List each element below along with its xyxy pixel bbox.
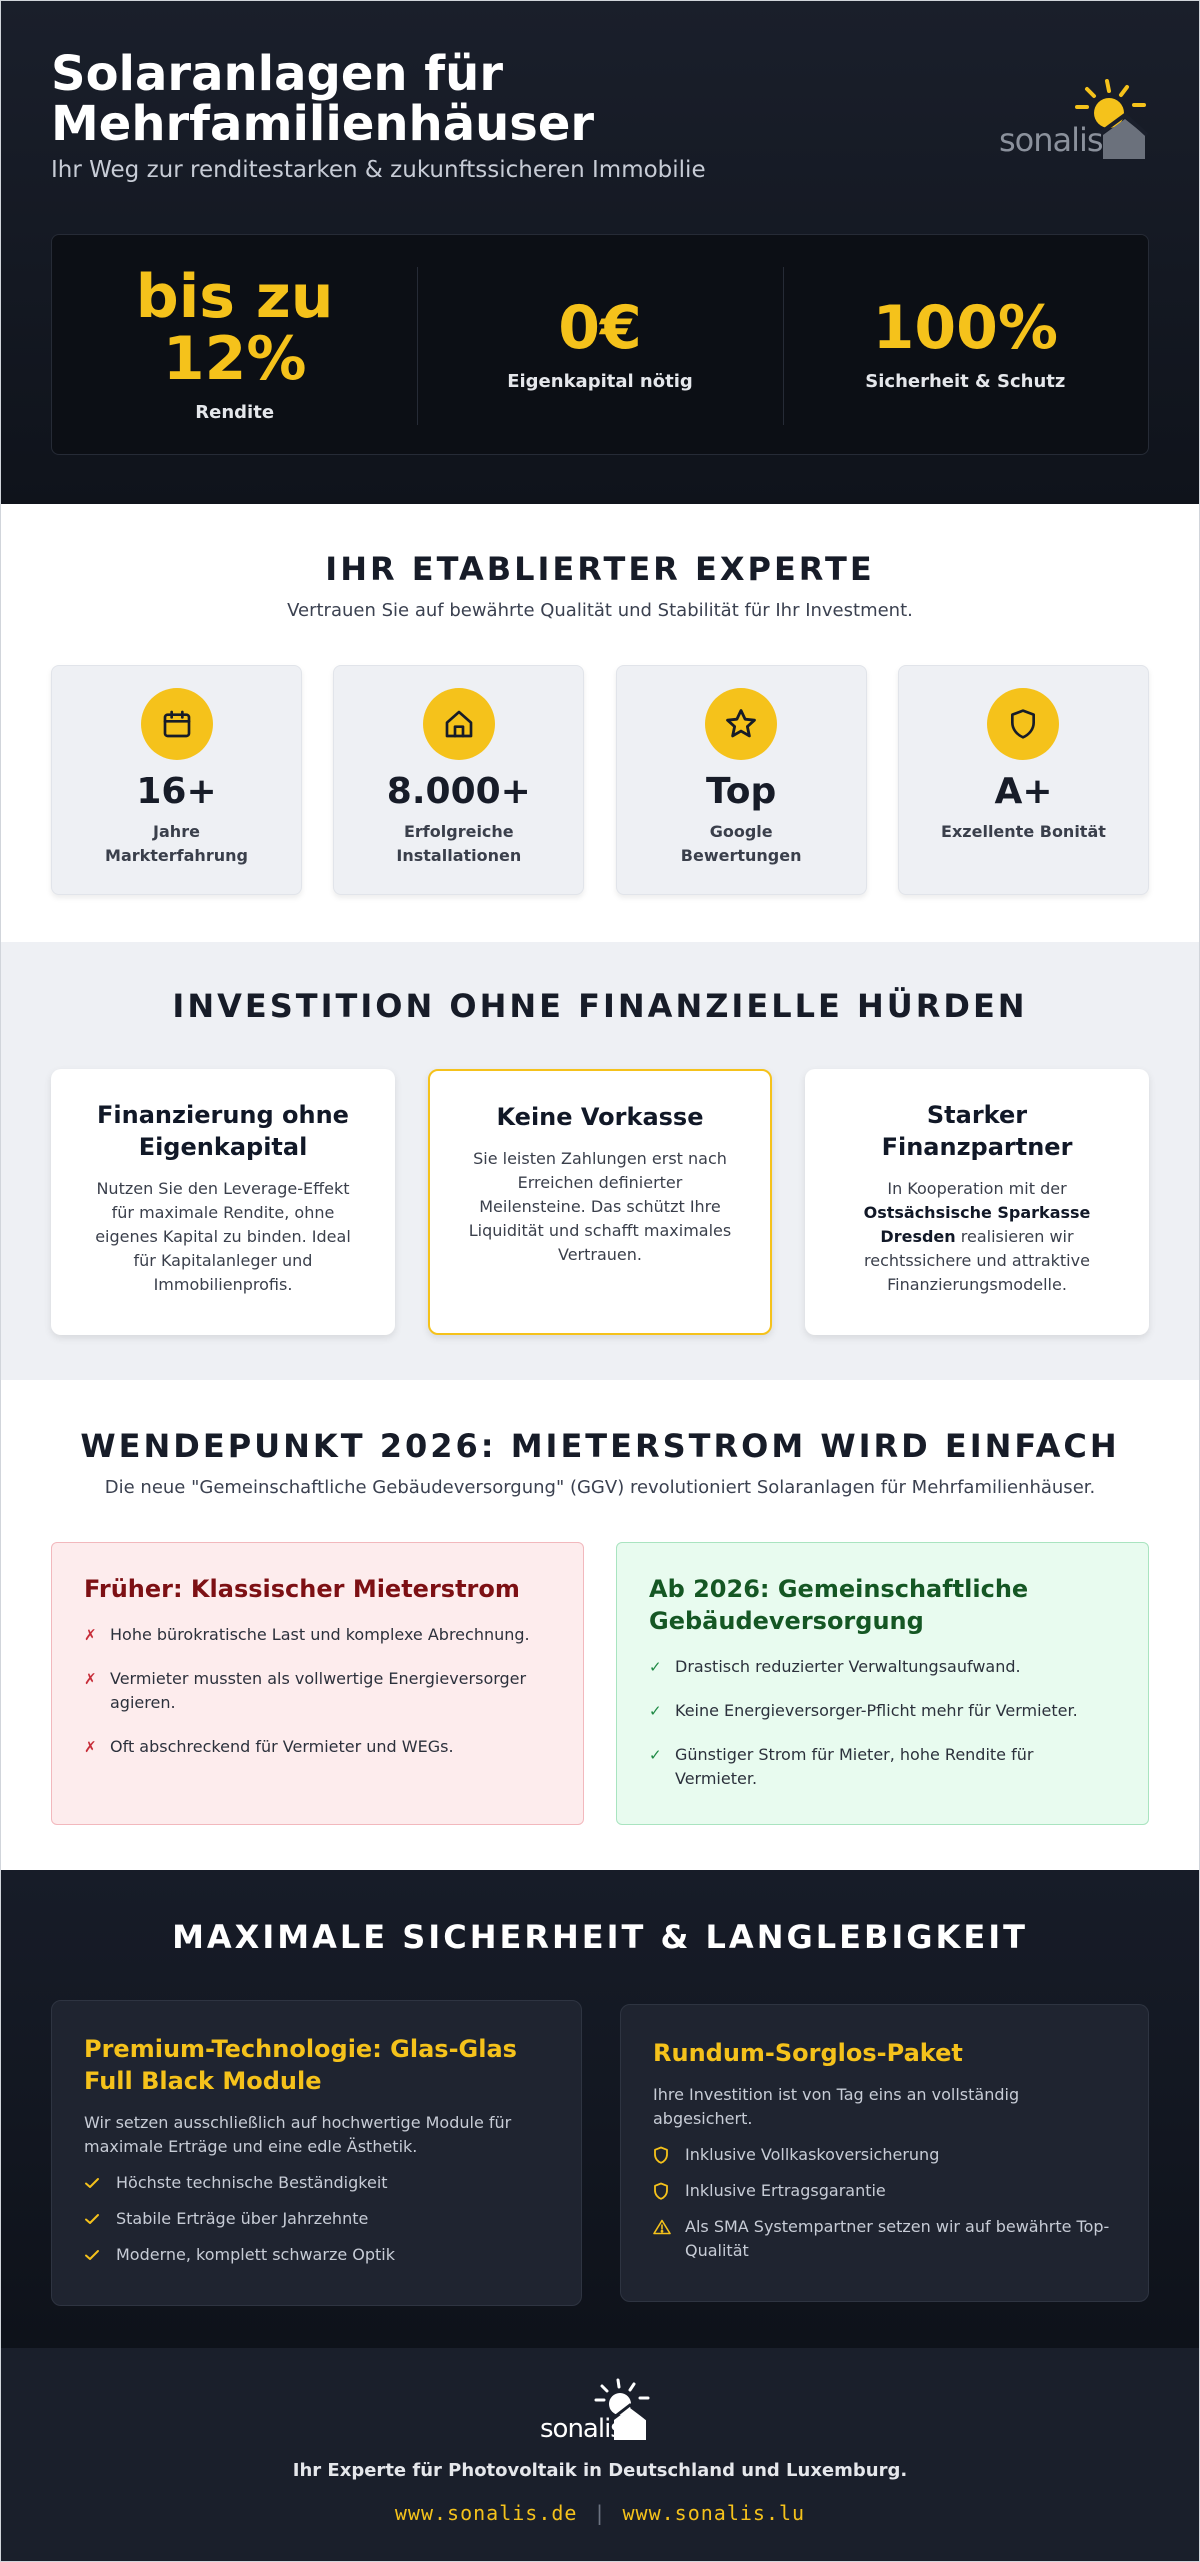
expert-card-experience bbox=[51, 665, 302, 895]
stat-return bbox=[52, 262, 417, 423]
wendepunkt-section bbox=[1, 1380, 1199, 1870]
warning-icon bbox=[653, 2215, 685, 2239]
list-item-text: Als SMA Systempartner setzen wir auf bewährte Top-Qualität bbox=[685, 2217, 1110, 2260]
comparison-card-old bbox=[51, 1542, 584, 1825]
security-cards bbox=[1, 2000, 1199, 2306]
list-item bbox=[649, 1699, 1116, 1723]
feature-list bbox=[653, 2143, 1116, 2263]
icon-circle bbox=[987, 688, 1059, 760]
list-item bbox=[653, 2179, 1116, 2203]
cross-icon: ✗ bbox=[84, 1626, 97, 1644]
sonalis-logo bbox=[999, 79, 1149, 163]
list-item-text: Höchste technische Beständigkeit bbox=[116, 2173, 388, 2192]
finance-section bbox=[1, 942, 1199, 1380]
check-icon: ✓ bbox=[649, 1658, 662, 1676]
list-item-text: Oft abschreckend für Vermieter und WEGs. bbox=[110, 1737, 454, 1756]
shield-icon bbox=[653, 2179, 685, 2203]
expert-value: Top bbox=[706, 771, 777, 812]
stat-value: 0€ bbox=[558, 293, 642, 363]
shield-icon bbox=[653, 2143, 685, 2167]
check-icon: ✓ bbox=[649, 1702, 662, 1720]
finance-card-partner bbox=[805, 1069, 1149, 1335]
cross-icon: ✗ bbox=[84, 1738, 97, 1756]
security-card-text: Ihre Investition ist von Tag eins an vollständig abgesichert. bbox=[653, 2085, 1020, 2128]
check-icon bbox=[84, 2207, 116, 2231]
footer bbox=[1, 2348, 1199, 2561]
comparison-list bbox=[84, 1623, 551, 1759]
hero-subtitle: Ihr Weg zur renditestarken & zukunftssicheren Immobilie bbox=[51, 157, 706, 183]
finance-card-title: Starker Finanzpartner bbox=[881, 1101, 1073, 1161]
finance-card-text bbox=[843, 1177, 1111, 1297]
calendar-icon bbox=[161, 708, 193, 740]
expert-card-installations bbox=[333, 665, 584, 895]
logo-wordmark: sonalis bbox=[999, 121, 1103, 159]
list-item bbox=[653, 2143, 1116, 2167]
expert-card-rating bbox=[898, 665, 1149, 895]
stat-label: Rendite bbox=[195, 402, 275, 423]
list-item-text: Hohe bürokratische Last und komplexe Abrechnung. bbox=[110, 1625, 530, 1644]
finance-card-text: Nutzen Sie den Leverage-Effekt für maximale Rendite, ohne eigenes Kapital zu binden. Ideal für Kapitalanleger und Immobilienprofis. bbox=[95, 1179, 351, 1294]
list-item bbox=[84, 2171, 549, 2195]
list-item-text: Stabile Erträge über Jahrzehnte bbox=[116, 2209, 369, 2228]
expert-label: Erfolgreiche Installationen bbox=[396, 822, 522, 865]
logo-wordmark: sonalis bbox=[540, 2414, 623, 2444]
stat-value: bis zu 12% bbox=[135, 262, 334, 394]
partner-text-before: In Kooperation mit der bbox=[887, 1179, 1067, 1198]
icon-circle bbox=[141, 688, 213, 760]
cross-icon: ✗ bbox=[84, 1670, 97, 1688]
list-item bbox=[84, 2207, 549, 2231]
list-item-text: Günstiger Strom für Mieter, hohe Rendite für Vermieter. bbox=[675, 1745, 1034, 1788]
security-card-package bbox=[620, 2004, 1149, 2302]
security-card-technology bbox=[51, 2000, 582, 2306]
expert-value: 16+ bbox=[136, 771, 217, 812]
expert-label: Google Bewertungen bbox=[680, 822, 802, 865]
expert-section bbox=[1, 504, 1199, 942]
footer-tagline: Ihr Experte für Photovoltaik in Deutschland und Luxemburg. bbox=[292, 2460, 908, 2481]
list-item bbox=[84, 1623, 551, 1647]
expert-label: Jahre Markterfahrung bbox=[105, 822, 248, 865]
check-icon bbox=[84, 2243, 116, 2267]
stat-security bbox=[783, 293, 1148, 392]
link-sonalis-de[interactable]: www.sonalis.de bbox=[394, 2501, 578, 2525]
expert-value: 8.000+ bbox=[386, 771, 531, 812]
partner-bank-name: Ostsächsische Sparkasse Dresden bbox=[863, 1203, 1091, 1246]
list-item bbox=[84, 2243, 549, 2267]
security-card-text: Wir setzen ausschließlich auf hochwertige Module für maximale Erträge und eine edle Ästhetik. bbox=[84, 2113, 512, 2156]
section-title: INVESTITION OHNE FINANZIELLE HÜRDEN bbox=[172, 987, 1028, 1025]
feature-list bbox=[84, 2171, 549, 2267]
finance-card-title: Finanzierung ohne Eigenkapital bbox=[97, 1101, 349, 1161]
hero-title: Solaranlagen für Mehrfamilienhäuser bbox=[51, 46, 595, 152]
list-item bbox=[653, 2215, 1116, 2263]
link-sonalis-lu[interactable]: www.sonalis.lu bbox=[622, 2501, 806, 2525]
shield-icon bbox=[1007, 708, 1039, 740]
stat-value: 100% bbox=[872, 293, 1058, 363]
stat-label: Sicherheit & Schutz bbox=[865, 371, 1066, 392]
security-section bbox=[1, 1870, 1199, 2348]
stats-panel bbox=[51, 234, 1149, 455]
finance-card-text: Sie leisten Zahlungen erst nach Erreichen definierter Meilensteine. Das schützt Ihre Liquidität und schafft maximales Vertrauen. bbox=[468, 1149, 732, 1264]
section-title: MAXIMALE SICHERHEIT & LANGLEBIGKEIT bbox=[172, 1918, 1028, 1956]
expert-card-reviews bbox=[616, 665, 867, 895]
finance-card-no-equity bbox=[51, 1069, 395, 1335]
section-subtitle: Die neue "Gemeinschaftliche Gebäudeversorgung" (GGV) revolutioniert Solaranlagen für Mehrfamilienhäuser. bbox=[104, 1477, 1096, 1498]
footer-logo bbox=[540, 2378, 660, 2444]
comparison-card-new bbox=[616, 1542, 1149, 1825]
list-item bbox=[649, 1743, 1116, 1791]
list-item-text: Inklusive Vollkaskoversicherung bbox=[685, 2145, 940, 2164]
security-card-title: Rundum-Sorglos-Paket bbox=[653, 2039, 963, 2067]
icon-circle bbox=[423, 688, 495, 760]
comparison-cards bbox=[1, 1542, 1199, 1825]
finance-cards bbox=[1, 1069, 1199, 1335]
expert-cards bbox=[1, 665, 1199, 895]
list-item bbox=[84, 1667, 551, 1715]
security-card-title: Premium-Technologie: Glas-Glas Full Black Module bbox=[84, 2035, 517, 2095]
section-subtitle: Vertrauen Sie auf bewährte Qualität und Stabilität für Ihr Investment. bbox=[287, 600, 913, 621]
comparison-title: Früher: Klassischer Mieterstrom bbox=[84, 1575, 520, 1603]
stat-label: Eigenkapital nötig bbox=[507, 371, 693, 392]
check-icon bbox=[84, 2171, 116, 2195]
list-item-text: Vermieter mussten als vollwertige Energieversorger agieren. bbox=[110, 1669, 527, 1712]
house-icon bbox=[443, 708, 475, 740]
list-item-text: Keine Energieversorger-Pflicht mehr für Vermieter. bbox=[675, 1701, 1078, 1720]
list-item-text: Drastisch reduzierter Verwaltungsaufwand. bbox=[675, 1657, 1021, 1676]
expert-value: A+ bbox=[994, 771, 1053, 812]
list-item-text: Inklusive Ertragsgarantie bbox=[685, 2181, 886, 2200]
link-separator: | bbox=[593, 2501, 607, 2525]
hero-section bbox=[1, 1, 1199, 504]
finance-card-title: Keine Vorkasse bbox=[496, 1103, 704, 1131]
icon-circle bbox=[705, 688, 777, 760]
list-item bbox=[84, 1735, 551, 1759]
expert-label: Exzellente Bonität bbox=[941, 822, 1106, 841]
comparison-title: Ab 2026: Gemeinschaftliche Gebäudeversorgung bbox=[649, 1575, 1029, 1635]
list-item bbox=[649, 1655, 1116, 1679]
list-item-text: Moderne, komplett schwarze Optik bbox=[116, 2245, 395, 2264]
section-title: IHR ETABLIERTER EXPERTE bbox=[325, 550, 875, 588]
check-icon: ✓ bbox=[649, 1746, 662, 1764]
partner-text-after: realisieren wir rechtssichere und attraktive Finanzierungsmodelle. bbox=[864, 1227, 1090, 1294]
footer-links bbox=[1, 2501, 1199, 2525]
star-icon bbox=[724, 707, 758, 741]
finance-card-no-prepayment bbox=[428, 1069, 772, 1335]
section-title: WENDEPUNKT 2026: MIETERSTROM WIRD EINFACH bbox=[80, 1427, 1120, 1465]
stat-equity bbox=[417, 293, 782, 392]
comparison-list bbox=[649, 1655, 1116, 1791]
